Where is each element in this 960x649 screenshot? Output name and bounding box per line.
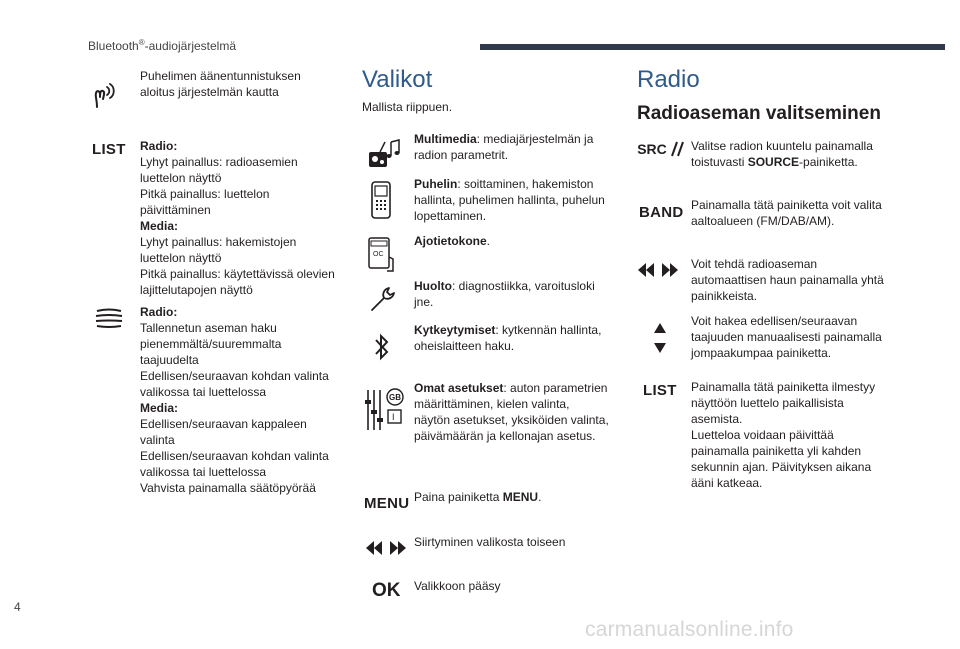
menu-navigate-text: Siirtyminen valikosta toiseen (414, 535, 566, 549)
page-number: 4 (14, 600, 21, 614)
wrench-icon (368, 284, 398, 314)
calc-label: OC (373, 251, 384, 258)
thumbwheel-icon (94, 307, 124, 331)
header-bar (480, 44, 945, 50)
menu-phone-text: Puhelin: soittaminen, hakemiston hallinta, puhelimen hallinta, puhelun lopettaminen. (414, 177, 605, 223)
menu-maintenance-text: Huolto: diagnostiikka, varoitusloki jne. (414, 279, 595, 309)
menus-intro: Mallista riippuen. (362, 100, 453, 114)
radio-title: Radio (637, 66, 700, 93)
multimedia-icon (366, 138, 402, 170)
voice-command-text: Puhelimen äänentunnistuksen aloitus järjestelmän kautta (140, 69, 301, 99)
phone-icon (368, 180, 394, 220)
radio-subtitle: Radioaseman valitseminen (637, 103, 881, 124)
menus-title: Valikot (362, 66, 433, 93)
settings-icon (364, 388, 406, 432)
menu-connections-text: Kytkeytymiset: kytkennän hallinta, oheislaitteen haku. (414, 323, 602, 353)
list-button-text: Radio: Lyhyt painallus: radioasemien luettelon näyttö Pitkä painallus: luettelon päivittäminen Media: Lyhyt painallus: hakemistojen luettelon näyttö Pitkä painallus: käytettävissä olevien lajittelutapojen näyttö (140, 139, 335, 297)
trip-computer-icon (366, 236, 396, 274)
list-button-icon: LIST (92, 141, 126, 158)
seek-arrows-icon (636, 262, 680, 278)
thumbwheel-text: Radio: Tallennetun aseman haku pienemmältä/suuremmalta taajuudelta Edellisen/seuraavan kohdan valinta valikossa tai luettelossa Media: Edellisen/seuraavan kappaleen valinta Edellisen/seuraavan kohdan valinta valikossa tai luettelossa Vahvista painamalla säätöpyörää (140, 305, 329, 495)
arrows-left-right-icon (364, 540, 408, 556)
band-text: Painamalla tätä painiketta voit valita aaltoalueen (FM/DAB/AM). (691, 198, 882, 228)
i-label: I (392, 412, 395, 422)
menu-button-text: Paina painiketta MENU. (414, 490, 542, 504)
gb-label: GB (389, 393, 401, 402)
src-label: SRC (637, 141, 667, 157)
radio-list-button-icon: LIST (643, 382, 677, 399)
ok-button-text: Valikkoon pääsy (414, 579, 501, 593)
menu-settings-text: Omat asetukset: auton parametrien määrittäminen, kielen valinta, näytön asetukset, yksiköiden valinta, päivämäärän ja kellonajan asetus. (414, 381, 609, 443)
menu-button-icon: MENU (364, 495, 410, 512)
seek-text: Voit tehdä radioaseman automaattisen haun painamalla yhtä painikkeista. (691, 257, 884, 303)
source-button-icon (637, 140, 685, 158)
menu-trip-computer-text: Ajotietokone. (414, 234, 491, 248)
manual-tune-text: Voit hakea edellisen/seuraavan taajuuden manuaalisesti painamalla jompaakumpaa painiketta. (691, 314, 882, 360)
menu-multimedia-text: Multimedia: mediajärjestelmän ja radion parametrit. (414, 132, 594, 162)
page-header-title: Bluetooth®-audiojärjestelmä (88, 38, 237, 53)
radio-list-text: Painamalla tätä painiketta ilmestyy näyttöön luettelo paikallisista asemista. Luetteloa voidaan päivittää painamalla painiketta yli kahden sekunnin ajan. Päivityksen aikana ääni katkeaa. (691, 380, 876, 490)
ok-button-icon: OK (372, 580, 401, 601)
voice-command-icon (90, 80, 124, 110)
band-button-icon: BAND (639, 204, 684, 221)
up-down-arrows-icon (652, 320, 668, 356)
bluetooth-icon (370, 330, 394, 364)
source-text: Valitse radion kuuntelu painamalla toistuvasti SOURCE-painiketta. (691, 139, 873, 169)
watermark: carmanualsonline.info (585, 618, 794, 641)
